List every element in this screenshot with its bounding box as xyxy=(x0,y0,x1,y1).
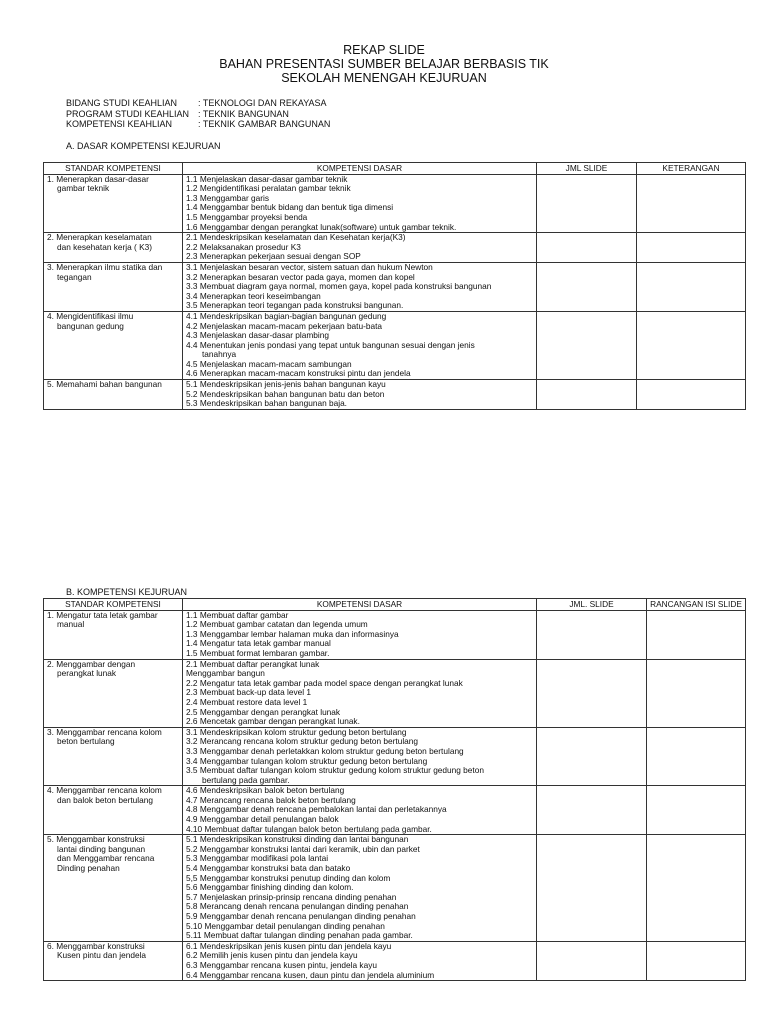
standar-kompetensi-line: 6. Menggambar konstruksi xyxy=(47,941,145,951)
kompetensi-dasar-line: 3.4 Menerapkan teori keseimbangan xyxy=(186,290,321,301)
kompetensi-dasar-line: 4.9 Menggambar detail penulangan balok xyxy=(186,814,339,825)
meta-key: PROGRAM STUDI KEAHLIAN xyxy=(66,108,190,119)
rancangan-cell xyxy=(647,659,746,727)
kompetensi-dasar-cell xyxy=(183,941,537,980)
kompetensi-dasar-line: 5.6 Menggambar finishing dinding dan kolom. xyxy=(186,882,354,893)
standar-kompetensi-line: dan Menggambar rencana xyxy=(57,853,155,864)
kompetensi-dasar-line: 2.2 Melaksanakan prosedur K3 xyxy=(186,241,301,252)
rancangan-cell xyxy=(647,786,746,835)
kompetensi-dasar-line: 5.3 Menggambar modifikasi pola lantai xyxy=(186,853,329,864)
table-a xyxy=(43,162,746,410)
header-kompetensi: KOMPETENSI DASAR xyxy=(183,599,537,611)
standar-kompetensi-line: 2. Menggambar dengan xyxy=(47,659,136,669)
kompetensi-dasar-line: 3.1 Menjelaskan besaran vector, sistem satuan dan hukum Newton xyxy=(186,262,433,272)
kompetensi-dasar-line: 6.1 Mendeskripsikan jenis kusen pintu dan jendela kayu xyxy=(186,941,392,951)
kompetensi-dasar-line: 1.5 Membuat format lembaran gambar. xyxy=(186,647,330,658)
kompetensi-dasar-line: Menggambar bangun xyxy=(186,668,265,679)
kompetensi-dasar-line: 3.2 Menerapkan besaran vector pada gaya, momen dan kopel xyxy=(186,271,415,282)
rancangan-cell xyxy=(647,941,746,980)
standar-kompetensi-line: perangkat lunak xyxy=(57,668,117,679)
kompetensi-dasar-line: 1.6 Menggambar dengan perangkat lunak(software) untuk gambar teknik. xyxy=(186,221,457,232)
standar-kompetensi-line: 5. Menggambar konstruksi xyxy=(47,834,145,845)
kompetensi-dasar-line: 5.9 Menggambar denah rencana penulangan dinding penahan xyxy=(186,911,416,921)
kompetensi-dasar-line: 1.1 Menjelaskan dasar-dasar gambar teknik xyxy=(186,174,348,184)
keterangan-cell xyxy=(637,174,746,233)
meta-row xyxy=(66,109,330,120)
kompetensi-dasar-line: 5.4 Menggambar konstruksi bata dan batako xyxy=(186,863,351,874)
meta-row xyxy=(66,98,330,109)
meta-row xyxy=(66,119,330,130)
kompetensi-dasar-cell xyxy=(183,262,537,311)
standar-kompetensi-line: tegangan xyxy=(57,271,92,282)
doc-subtitle: BAHAN PRESENTASI SUMBER BELAJAR BERBASIS TIK xyxy=(219,57,549,71)
meta-value: : TEKNOLOGI DAN REKAYASA xyxy=(198,98,327,108)
kompetensi-dasar-cell xyxy=(183,786,537,835)
kompetensi-dasar-line: 1.2 Mengidentifikasi peralatan gambar teknik xyxy=(186,183,351,194)
header-keterangan: KETERANGAN xyxy=(637,163,746,175)
table-row xyxy=(44,727,746,786)
standar-kompetensi-line: 4. Menggambar rencana kolom xyxy=(47,785,162,796)
doc-subtitle-2: SEKOLAH MENENGAH KEJURUAN xyxy=(281,71,487,85)
table-row xyxy=(44,233,746,263)
kompetensi-dasar-cell xyxy=(183,311,537,379)
jml-slide-cell xyxy=(537,727,647,786)
kompetensi-dasar-line: 2.5 Menggambar dengan perangkat lunak xyxy=(186,706,341,717)
keterangan-cell xyxy=(637,380,746,410)
jml-slide-cell xyxy=(537,380,637,410)
kompetensi-dasar-line: 4.8 Menggambar denah rencana pembalokan lantai dan perletakannya xyxy=(186,804,447,815)
kompetensi-dasar-line: 1.3 Menggambar garis xyxy=(186,192,270,203)
kompetensi-dasar-line: 1.4 Mengatur tata letak gambar manual xyxy=(186,638,331,649)
standar-kompetensi-cell xyxy=(44,727,183,786)
table-row xyxy=(44,311,746,379)
kompetensi-dasar-line: tanahnya xyxy=(202,349,237,360)
kompetensi-dasar-line: 5,5 Menggambar konstruksi penutup dinding dan kolom xyxy=(186,872,391,883)
meta-block xyxy=(66,98,330,130)
kompetensi-dasar-line: 4.10 Membuat daftar tulangan balok beton bertulang pada gambar. xyxy=(186,823,432,834)
kompetensi-dasar-cell xyxy=(183,380,537,410)
kompetensi-dasar-line: 2.6 Mencetak gambar dengan perangkat lunak. xyxy=(186,716,360,727)
kompetensi-dasar-line: 4.7 Merancang rencana balok beton bertulang xyxy=(186,794,356,805)
jml-slide-cell xyxy=(537,174,637,233)
standar-kompetensi-line: 1. Menerapkan dasar-dasar xyxy=(47,174,149,184)
header-jml-slide: JML SLIDE xyxy=(537,163,637,175)
header-standar: STANDAR KOMPETENSI xyxy=(44,163,183,175)
section-b-heading: B. KOMPETENSI KEJURUAN xyxy=(66,587,188,597)
table-b xyxy=(43,598,746,981)
doc-title: REKAP SLIDE xyxy=(343,43,425,57)
header-jml-slide: JML. SLIDE xyxy=(537,599,647,611)
kompetensi-dasar-cell xyxy=(183,174,537,233)
jml-slide-cell xyxy=(537,610,647,659)
meta-value: : TEKNIK BANGUNAN xyxy=(198,108,289,119)
meta-value: : TEKNIK GAMBAR BANGUNAN xyxy=(198,119,331,129)
header-rancangan: RANCANGAN ISI SLIDE xyxy=(647,599,746,611)
standar-kompetensi-line: bangunan gedung xyxy=(57,320,124,331)
table-row xyxy=(44,659,746,727)
kompetensi-dasar-cell xyxy=(183,727,537,786)
keterangan-cell xyxy=(637,233,746,263)
kompetensi-dasar-line: 3.5 Menerapkan teori tegangan pada konstruksi bangunan. xyxy=(186,300,404,311)
kompetensi-dasar-line: 4.2 Menjelaskan macam-macam pekerjaan batu-bata xyxy=(186,320,382,331)
standar-kompetensi-cell xyxy=(44,610,183,659)
kompetensi-dasar-line: 1.2 Membuat gambar catatan dan legenda umum xyxy=(186,619,368,630)
kompetensi-dasar-line: 5.1 Mendeskripsikan jenis-jenis bahan bangunan kayu xyxy=(186,379,386,390)
kompetensi-dasar-line: 3.3 Membuat diagram gaya normal, momen gaya, kopel pada konstruksi bangunan xyxy=(186,281,492,292)
jml-slide-cell xyxy=(537,262,637,311)
kompetensi-dasar-line: 2.1 Membuat daftar perangkat lunak xyxy=(186,659,320,669)
table-row xyxy=(44,380,746,410)
standar-kompetensi-cell xyxy=(44,311,183,379)
jml-slide-cell xyxy=(537,233,637,263)
kompetensi-dasar-line: 2.3 Menerapkan pekerjaan sesuai dengan SOP xyxy=(186,251,361,262)
standar-kompetensi-line: gambar teknik xyxy=(57,183,110,194)
standar-kompetensi-cell xyxy=(44,941,183,980)
kompetensi-dasar-line: 2.1 Mendeskripsikan keselamatan dan Kesehatan kerja(K3) xyxy=(186,232,406,243)
kompetensi-dasar-line: 5.2 Mendeskripsikan bahan bangunan batu dan beton xyxy=(186,388,385,399)
kompetensi-dasar-cell xyxy=(183,835,537,942)
kompetensi-dasar-cell xyxy=(183,233,537,263)
kompetensi-dasar-line: 3.3 Menggambar denah perletakkan kolom struktur gedung beton bertulang xyxy=(186,745,464,756)
kompetensi-dasar-line: 2.4 Membuat restore data level 1 xyxy=(186,696,308,707)
kompetensi-dasar-line: 3.1 Mendeskripsikan kolom struktur gedung beton bertulang xyxy=(186,727,407,737)
kompetensi-dasar-line: 4.1 Mendeskripsikan bagian-bagian bangunan gedung xyxy=(186,311,387,321)
kompetensi-dasar-line: 6.2 Memilih jenis kusen pintu dan jendela kayu xyxy=(186,950,358,961)
standar-kompetensi-line: 1. Mengatur tata letak gambar xyxy=(47,610,158,620)
table-b-body xyxy=(44,610,746,981)
kompetensi-dasar-line: 6.3 Menggambar rencana kusen pintu, jendela kayu xyxy=(186,959,377,970)
jml-slide-cell xyxy=(537,786,647,835)
kompetensi-dasar-line: 4.3 Menjelaskan dasar-dasar plambing xyxy=(186,330,329,341)
kompetensi-dasar-line: 5.2 Menggambar konstruksi lantai dari keramik, ubin dan parket xyxy=(186,843,420,854)
standar-kompetensi-cell xyxy=(44,786,183,835)
table-row xyxy=(44,610,746,659)
table-header-row xyxy=(44,599,746,611)
table-row xyxy=(44,786,746,835)
kompetensi-dasar-line: 5.8 Merancang denah rencana penulangan dinding penahan xyxy=(186,901,409,912)
meta-key: KOMPETENSI KEAHLIAN xyxy=(66,119,173,129)
standar-kompetensi-cell xyxy=(44,659,183,727)
kompetensi-dasar-cell xyxy=(183,610,537,659)
kompetensi-dasar-line: 3.4 Menggambar tulangan kolom struktur gedung beton bertulang xyxy=(186,755,428,766)
keterangan-cell xyxy=(637,311,746,379)
kompetensi-dasar-line: 5.1 Mendeskripsikan konstruksi dinding dan lantai bangunan xyxy=(186,834,409,845)
standar-kompetensi-cell xyxy=(44,835,183,942)
standar-kompetensi-line: lantai dinding bangunan xyxy=(57,843,146,854)
standar-kompetensi-line: 5. Memahami bahan bangunan xyxy=(47,379,162,390)
kompetensi-dasar-line: 6.4 Menggambar rencana kusen, daun pintu dan jendela aluminium xyxy=(186,969,435,980)
table-a-body xyxy=(44,174,746,409)
kompetensi-dasar-line: 1.1 Membuat daftar gambar xyxy=(186,610,289,620)
kompetensi-dasar-line: 3.5 Membuat daftar tulangan kolom struktur gedung kolom struktur gedung beton xyxy=(186,765,484,776)
table-row xyxy=(44,835,746,942)
standar-kompetensi-line: 4. Mengidentifikasi ilmu xyxy=(47,311,134,321)
standar-kompetensi-line: Dinding penahan xyxy=(57,863,120,874)
kompetensi-dasar-line: 4.5 Menjelaskan macam-macam sambungan xyxy=(186,358,352,369)
standar-kompetensi-line: dan balok beton bertulang xyxy=(57,794,153,805)
kompetensi-dasar-line: 1.4 Menggambar bentuk bidang dan bentuk tiga dimensi xyxy=(186,202,394,213)
kompetensi-dasar-line: 1.3 Menggambar lembar halaman muka dan informasinya xyxy=(186,628,399,639)
standar-kompetensi-line: manual xyxy=(57,619,85,630)
table-header-row xyxy=(44,163,746,175)
kompetensi-dasar-line: 4.6 Mendeskripsikan balok beton bertulang xyxy=(186,785,345,796)
kompetensi-dasar-line: 2.3 Membuat back-up data level 1 xyxy=(186,687,311,698)
standar-kompetensi-line: dan kesehatan kerja ( K3) xyxy=(57,241,153,252)
keterangan-cell xyxy=(637,262,746,311)
standar-kompetensi-cell xyxy=(44,262,183,311)
jml-slide-cell xyxy=(537,941,647,980)
jml-slide-cell xyxy=(537,835,647,942)
rancangan-cell xyxy=(647,610,746,659)
jml-slide-cell xyxy=(537,311,637,379)
standar-kompetensi-cell xyxy=(44,174,183,233)
rancangan-cell xyxy=(647,835,746,942)
table-row xyxy=(44,941,746,980)
kompetensi-dasar-cell xyxy=(183,659,537,727)
kompetensi-dasar-line: 1.5 Menggambar proyeksi benda xyxy=(186,211,308,222)
standar-kompetensi-line: 2. Menerapkan keselamatan xyxy=(47,232,152,243)
rancangan-cell xyxy=(647,727,746,786)
standar-kompetensi-line: 3. Menerapkan ilmu statika dan xyxy=(47,262,163,272)
standar-kompetensi-line: Kusen pintu dan jendela xyxy=(57,950,147,961)
standar-kompetensi-cell xyxy=(44,380,183,410)
kompetensi-dasar-line: bertulang pada gambar. xyxy=(202,774,290,785)
kompetensi-dasar-line: 2.2 Mengatur tata letak gambar pada model space dengan perangkat lunak xyxy=(186,677,463,688)
table-row xyxy=(44,262,746,311)
jml-slide-cell xyxy=(537,659,647,727)
kompetensi-dasar-line: 5.7 Menjelaskan prinsip-prinsip rencana dinding penahan xyxy=(186,891,397,902)
kompetensi-dasar-line: 4.4 Menentukan jenis pondasi yang tepat untuk bangunan sesuai dengan jenis xyxy=(186,339,475,350)
meta-key: BIDANG STUDI KEAHLIAN xyxy=(66,98,178,108)
kompetensi-dasar-line: 4.6 Menerapkan macam-macam konstruksi pintu dan jendela xyxy=(186,368,411,379)
standar-kompetensi-line: beton bertulang xyxy=(57,736,115,747)
kompetensi-dasar-line: 5.11 Membuat daftar tulangan dinding penahan pada gambar. xyxy=(186,930,413,941)
standar-kompetensi-cell xyxy=(44,233,183,263)
kompetensi-dasar-line: 5.3 Mendeskripsikan bahan bangunan baja. xyxy=(186,398,347,409)
kompetensi-dasar-line: 3.2 Merancang rencana kolom struktur gedung beton bertulang xyxy=(186,736,419,747)
kompetensi-dasar-line: 5.10 Menggambar detail penulangan dinding penahan xyxy=(186,920,385,931)
standar-kompetensi-line: 3. Menggambar rencana kolom xyxy=(47,727,162,737)
table-row xyxy=(44,174,746,233)
header-standar: STANDAR KOMPETENSI xyxy=(44,599,183,611)
section-a-heading: A. DASAR KOMPETENSI KEJURUAN xyxy=(66,141,221,151)
header-kompetensi: KOMPETENSI DASAR xyxy=(183,163,537,175)
